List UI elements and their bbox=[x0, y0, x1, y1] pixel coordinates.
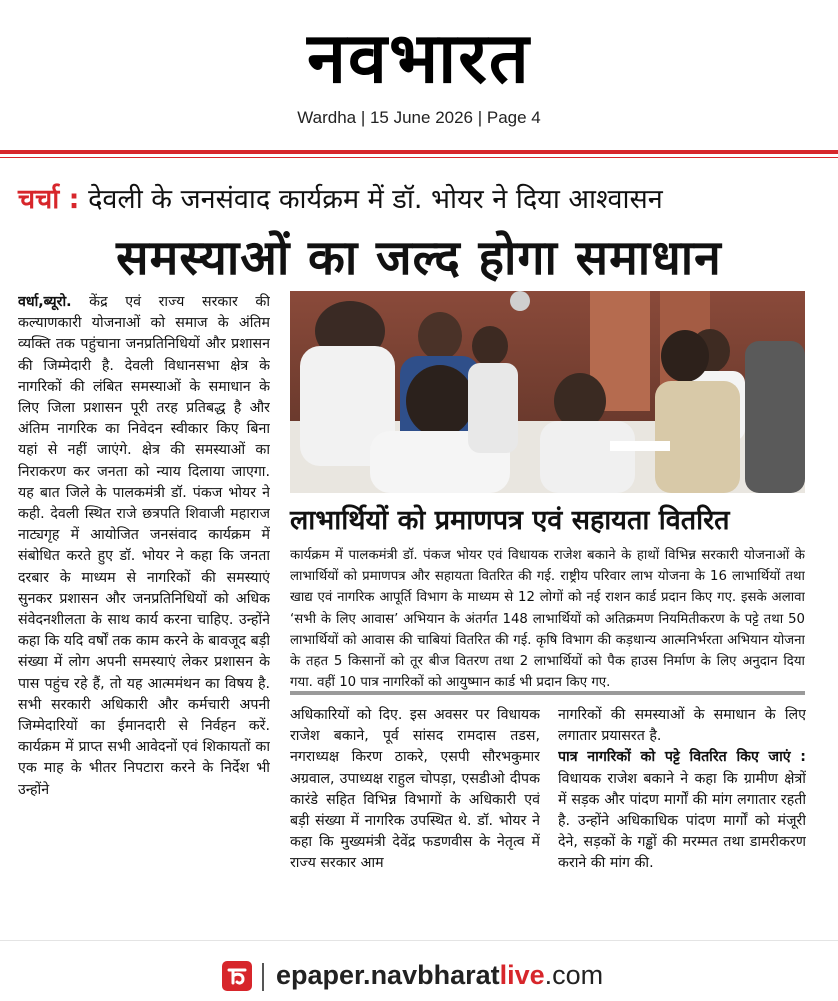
article-column-1 bbox=[18, 292, 270, 912]
article-column-2 bbox=[290, 705, 540, 915]
column-3-text-a: नागरिकों की समस्याओं के समाधान के लिए लगातार प्रयासरत है. bbox=[558, 707, 806, 745]
kicker-text: देवली के जनसंवाद कार्यक्रम में डॉ. भोयर ने दिया आश्वासन bbox=[88, 184, 663, 215]
beneficiaries-box-text: कार्यक्रम में पालकमंत्री डॉ. पंकज भोयर एवं विधायक राजेश बकाने के हाथों विभिन्न सरकारी योजनाओं के लाभार्थियों को प्रमाणपत्र और सहायता वितरित की गई. राष्ट्रीय परिवार लाभ योजना के 16 लाभार्थियों तथा खाद्य एवं नागरिक आपूर्ति विभाग के माध्यम से 12 लोगों को नई राशन कार्ड प्रदान किए गए. इसके अलावा ‘सभी के लिए आवास’ अभियान के अंतर्गत 148 लाभार्थियों को अतिक्रमण नियमितीकरण के पट्टे तथा 50 लाभार्थियों को आवास की चाबियां वितरित की गई. कृषि विभाग की कड़धान्य आत्मनिर्भरता अभियान योजना के तहत 5 किसानों को तूर बीज वितरण तथा 2 लाभार्थियों को पैक हाउस निर्माण के लिए अनुदान दिया गया. वहीं 10 पात्र नागरिकों को आयुष्मान कार्ड भी प्रदान किए गए. bbox=[290, 548, 805, 691]
column-3-subheading: पात्र नागरिकों को पट्टे वितरित किए जाएं : bbox=[558, 749, 806, 766]
url-part-epaper: epaper. bbox=[276, 960, 371, 990]
edition-dateline: Wardha | 15 June 2026 | Page 4 bbox=[297, 108, 541, 127]
navbharat-logo-icon bbox=[222, 961, 252, 991]
epaper-link[interactable] bbox=[276, 958, 603, 992]
masthead-rule-thin bbox=[0, 157, 838, 158]
footer bbox=[0, 940, 838, 1001]
url-part-com: .com bbox=[544, 960, 604, 990]
article-photo bbox=[290, 291, 805, 493]
column-3-text-b: विधायक राजेश बकाने ने कहा कि ग्रामीण क्षेत्रों में सड़क और पांदण मार्गों की मांग लगातार रहती है. उन्होंने अधिकाधिक पांदण मार्गों को मंजूरी देने, सड़कों के गड्ढों की मरम्मत तथा डामरीकरण कराने की मांग की. bbox=[558, 770, 806, 872]
url-part-live: live bbox=[499, 960, 545, 990]
column-1-text: केंद्र एवं राज्य सरकार की कल्याणकारी योजनाओं को समाज के अंतिम व्यक्ति तक पहुंचाना जनप्रतिनिधियों और प्रशासन की जिम्मेदारी है. देवली विधानसभा क्षेत्र के नागरिकों की लंबित समस्याओं के समाधान के लिए जिला प्रशासन पूरी तरह प्रतिबद्ध है और अंतिम नागरिक का निवेदन स्वीकार किए बिना यहां से नहीं जाएंगे. क्षेत्र की समस्याओं का निराकरण कर जनता को न्याय दिलाया जाएगा. यह बात जिले के पालकमंत्री डॉ. पंकज भोयर ने कही. देवली स्थित राजे छत्रपति शिवाजी महाराज नाट्यगृह में आयोजित जनसंवाद कार्यक्रम में संबोधित करते हुए डॉ. भोयर ने कहा कि जनता दरबार के माध्यम से नागरिकों की समस्याएं सुनकर प्रशासन और जनप्रतिनिधियों को अधिक संवेदनशीलता के साथ कार्य करना चाहिए. उन्होंने कहा कि यदि वर्षों तक काम करने के बावजूद बड़ी संख्या में लोग अपनी समस्याएं लेकर प्रशासन के पास पहुंच रहे हैं, तो यह आत्ममंथन का विषय है. सभी सरकारी अधिकारी और कर्मचारी अपनी जिम्मेदारियों का ईमानदारी से निर्वहन करें. कार्यक्रम में प्राप्त सभी आवेदनों एवं शिकायतों का एक माह के भीतर निपटारा करने के निर्देश भी उन्होंने bbox=[18, 294, 270, 798]
url-part-navbharat: navbharat bbox=[370, 960, 500, 990]
section-separator bbox=[290, 691, 805, 695]
column-2-text: अधिकारियों को दिए. इस अवसर पर विधायक राजेश बकाने, पूर्व सांसद रामदास तडस, नगराध्यक्ष किरण ठाकरे, एसपी सौरभकुमार अग्रवाल, उपाध्यक्ष राहुल चोपड़ा, एसडीओ दीपक कारंडे सहित विभिन्न विभागों के अधिकारी एवं बड़ी संख्या में नागरिक उपस्थित थे. डॉ. भोयर ने कहा कि मुख्यमंत्री देवेंद्र फडणवीस के नेतृत्व में राज्य सरकार आम bbox=[290, 707, 540, 872]
footer-divider bbox=[262, 963, 264, 991]
newspaper-logo: नवभारत bbox=[307, 17, 531, 99]
article-headline: समस्याओं का जल्द होगा समाधान bbox=[116, 230, 722, 286]
masthead bbox=[0, 0, 838, 150]
lead-dateline: वर्धा,ब्यूरो. bbox=[18, 294, 72, 310]
kicker-tag: चर्चा : bbox=[18, 184, 80, 215]
section-subhead: लाभार्थियों को प्रमाणपत्र एवं सहायता वितरित bbox=[290, 505, 730, 536]
article-kicker bbox=[18, 180, 818, 220]
article-column-3 bbox=[558, 705, 806, 915]
masthead-rule bbox=[0, 150, 838, 154]
